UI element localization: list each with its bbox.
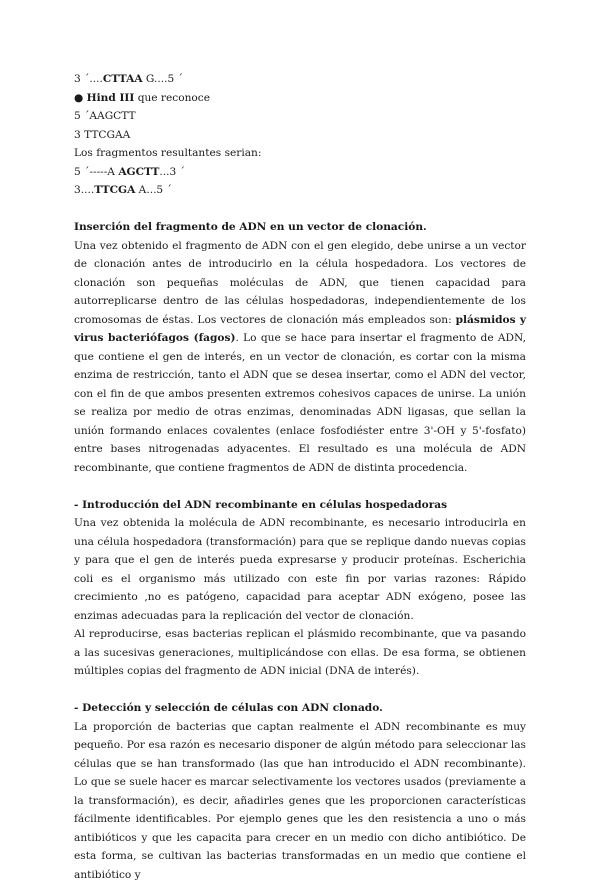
section-heading-detection: - Detección y selección de células con ADN clonado.	[74, 699, 526, 718]
fragments-intro	[74, 144, 526, 163]
sequence-line-3	[74, 126, 526, 145]
spacer	[74, 681, 526, 700]
sequence-line-1	[74, 70, 526, 89]
paragraph-text: Una vez obtenido el fragmento de ADN con el gen elegido, debe unirse a un vector de clonación antes de introducirlo en la célula hospedadora. Los vectores de clonación son pequeñas moléculas de ADN, que tienen capacidad para autorreplicarse dentro de las células hospedadoras, independientemente de los cromosomas de éstas. Los vectores de clonación más empleados son:	[74, 240, 526, 326]
fragment-line-1	[74, 163, 526, 182]
section-heading-insertion: Inserción del fragmento de ADN en un vector de clonación.	[74, 218, 526, 237]
sequence-text: 3 ´....	[74, 73, 103, 85]
paragraph-text: . Lo que se hace para insertar el fragmento de ADN, que contiene el gen de interés, en un vector de clonación, es cortar con la misma enzima de restricción, tanto el ADN que se desea insertar, como el ADN del vector, con el fin de que ambos presenten extremos cohesivos capaces de unirse. La unión se realiza por medio de otras enzimas, denominadas ADN ligasas, que sellan la unión formando enlaces covalentes (enlace fosfodiéster entre 3'-OH y 5'-fosfato) entre bases nitrogenadas adyacentes. El resultado es una molécula de ADN recombinante, que contiene fragmentos de ADN de distinta procedencia.	[74, 332, 526, 474]
paragraph-bold: plásmidos y virus bacteriófagos (fagos)	[74, 314, 526, 345]
sequence-bold: TTCGA	[94, 184, 135, 196]
sequence-text: 5 ´-----A	[74, 166, 118, 178]
sequence-text: G....5 ´	[143, 73, 183, 85]
document-page	[74, 70, 526, 884]
spacer	[74, 200, 526, 219]
sequence-bold: AGCTT	[118, 166, 159, 178]
fragment-line-2	[74, 181, 526, 200]
sequence-text: A...5 ´	[135, 184, 172, 196]
paragraph-insertion	[74, 237, 526, 478]
paragraph-introduction-2: Al reproducirse, esas bacterias replican el plásmido recombinante, que va pasando a las sucesivas generaciones, multiplicándose con ellas. De esa forma, se obtienen múltiples copias del fragmento de ADN inicial (DNA de interés).	[74, 625, 526, 681]
enzyme-text: que reconoce	[134, 92, 210, 104]
sequence-bold: CTTAA	[103, 73, 143, 85]
section-heading-introduction: - Introducción del ADN recombinante en células hospedadoras	[74, 496, 526, 515]
sequence-text: 5 ´AAGCTT	[74, 110, 136, 122]
sequence-text: ...3 ´	[159, 166, 185, 178]
fragments-intro-text: Los fragmentos resultantes serian:	[74, 147, 261, 159]
enzyme-name: Hind III	[87, 92, 135, 104]
sequence-text: 3....	[74, 184, 94, 196]
paragraph-detection: La proporción de bacterias que captan realmente el ADN recombinante es muy pequeño. Por esa razón es necesario disponer de algún método para seleccionar las células que se han transformado (las que han introducido el ADN recombinante). Lo que se suele hacer es marcar selectivamente los vectores usados (previamente a la transformación), es decir, añadirles genes que les proporcionen características fácilmente identificables. Por ejemplo genes que les den resistencia a uno o más antibióticos y que les capacita para crecer en un medio con dicho antibiótico. De esta forma, se cultivan las bacterias transformadas en un medio que contiene el antibiótico y	[74, 718, 526, 884]
sequence-line-2	[74, 107, 526, 126]
paragraph-introduction-1: Una vez obtenida la molécula de ADN recombinante, es necesario introducirla en una célula hospedadora (transformación) para que se replique dando nuevas copias y para que el gen de interés pueda expresarse y producir proteínas. Escherichia coli es el organismo más utilizado con este fin por varias razones: Rápido crecimiento ,no es patógeno, capacidad para aceptar ADN exógeno, posee las enzimas adecuadas para la replicación del vector de clonación.	[74, 514, 526, 625]
enzyme-bullet-line	[74, 89, 526, 108]
sequence-text: 3 TTCGAA	[74, 129, 130, 141]
spacer	[74, 477, 526, 496]
bullet: ●	[74, 92, 87, 104]
